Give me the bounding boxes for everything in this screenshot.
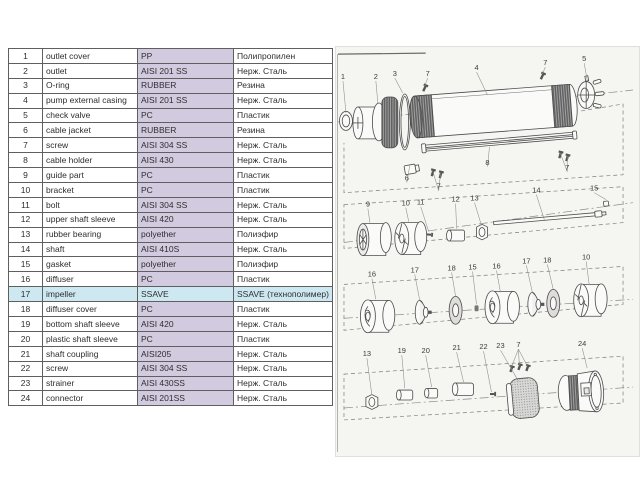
cell-part-number: 16 bbox=[9, 272, 43, 287]
cell-part-number: 21 bbox=[9, 346, 43, 361]
cell-material-ru: Пластик bbox=[234, 272, 333, 287]
table-row bbox=[9, 346, 333, 361]
cell-part-number: 8 bbox=[9, 153, 43, 168]
callout-number: 10 bbox=[582, 252, 591, 262]
table-row bbox=[9, 212, 333, 227]
part-1-outlet-cover-shape bbox=[339, 111, 352, 130]
parts-table-body bbox=[9, 49, 333, 406]
part-16-diffuser-shape bbox=[360, 300, 394, 333]
cell-material: AISI 430SS bbox=[138, 376, 234, 391]
cell-part-number: 5 bbox=[9, 108, 43, 123]
callout-number: 15 bbox=[468, 262, 477, 272]
cell-part-number: 18 bbox=[9, 302, 43, 317]
part-4-pump-casing-shape bbox=[408, 84, 578, 138]
cell-material-ru: Полиэфир bbox=[234, 227, 333, 242]
cell-part-name: bolt bbox=[43, 197, 138, 212]
cell-material: PC bbox=[138, 302, 234, 317]
callout-number: 22 bbox=[479, 342, 488, 352]
screw-icon bbox=[524, 364, 531, 372]
table-row bbox=[9, 391, 333, 406]
pump-exploded-view bbox=[336, 47, 639, 456]
table-row bbox=[9, 361, 333, 376]
cell-part-number: 15 bbox=[9, 257, 43, 272]
cell-material: polyether bbox=[138, 227, 234, 242]
cell-material: AISI 201 SS bbox=[138, 63, 234, 78]
callout-leader-line bbox=[415, 274, 420, 300]
callout-number: 1 bbox=[340, 72, 346, 82]
cell-part-number: 9 bbox=[9, 168, 43, 183]
cell-material-ru: SSAVE (технополимер) bbox=[234, 287, 333, 302]
callout-number: 13 bbox=[362, 349, 372, 359]
callout-leader-line bbox=[426, 355, 432, 387]
cell-part-name: bracket bbox=[43, 183, 138, 198]
callout-number: 7 bbox=[565, 162, 570, 172]
callout-number: 19 bbox=[397, 346, 406, 356]
part-11-bolt-shape bbox=[427, 232, 434, 237]
cell-material-ru: Пластик bbox=[234, 331, 333, 346]
cell-part-name: plastic shaft sleeve bbox=[43, 331, 138, 346]
cell-part-name: shaft coupling bbox=[43, 346, 138, 361]
part-9-guide-part-shape bbox=[357, 223, 391, 256]
callout-leader-line bbox=[368, 209, 370, 223]
part-5-check-valve-shape bbox=[578, 76, 605, 109]
cell-part-name: outlet cover bbox=[43, 49, 138, 64]
cell-part-name: O-ring bbox=[43, 78, 138, 93]
cell-part-number: 1 bbox=[9, 49, 43, 64]
table-row bbox=[9, 49, 333, 64]
callout-leader-line bbox=[547, 264, 553, 289]
exploded-diagram-panel bbox=[335, 46, 640, 457]
part-10-bracket-shape bbox=[395, 222, 427, 255]
screw-icon bbox=[429, 168, 436, 176]
table-row bbox=[9, 78, 333, 93]
cell-material: PC bbox=[138, 183, 234, 198]
cell-material-ru: Нерж. Сталь bbox=[234, 346, 333, 361]
part-18-diffuser-cover-shape bbox=[547, 289, 560, 317]
part-21-shaft-coupling-shape bbox=[452, 383, 473, 396]
part-13-rubber-bearing-shape bbox=[366, 395, 378, 410]
part-10-bracket-shape bbox=[574, 284, 607, 317]
scan-edge-line bbox=[338, 53, 426, 54]
callout-leader-line bbox=[496, 270, 500, 292]
callout-number: 12 bbox=[451, 194, 460, 204]
callout-leader-line bbox=[586, 261, 589, 284]
table-row bbox=[9, 123, 333, 138]
part-14-shaft-shape bbox=[493, 210, 606, 226]
callout-number: 18 bbox=[447, 263, 456, 273]
cell-material-ru: Резина bbox=[234, 78, 333, 93]
cell-material-ru: Нерж. Сталь bbox=[234, 63, 333, 78]
table-row bbox=[9, 183, 333, 198]
callout-number: 18 bbox=[543, 255, 552, 265]
table-row bbox=[9, 168, 333, 183]
callout-leader-line bbox=[526, 265, 532, 292]
cell-part-name: check valve bbox=[43, 108, 138, 123]
cell-part-number: 14 bbox=[9, 242, 43, 257]
cell-part-number: 7 bbox=[9, 138, 43, 153]
screw-icon bbox=[557, 150, 564, 158]
cell-material: AISI 420 bbox=[138, 317, 234, 332]
table-row bbox=[9, 93, 333, 108]
cell-material: AISI 430 bbox=[138, 153, 234, 168]
callout-leader-line bbox=[582, 348, 587, 368]
callout-leader-line bbox=[376, 81, 378, 103]
part-19-bottom-shaft-sleeve-shape bbox=[396, 390, 412, 400]
cell-material-ru: Нерж. Сталь bbox=[234, 212, 333, 227]
cell-part-name: strainer bbox=[43, 376, 138, 391]
cell-part-number: 22 bbox=[9, 361, 43, 376]
cell-part-number: 13 bbox=[9, 227, 43, 242]
cell-material: RUBBER bbox=[138, 78, 234, 93]
cell-part-name: shaft bbox=[43, 242, 138, 257]
cell-material-ru: Пластик bbox=[234, 168, 333, 183]
cell-material-ru: Нерж. Сталь bbox=[234, 242, 333, 257]
callout-leader-line bbox=[372, 278, 376, 299]
part-23-strainer-shape bbox=[506, 377, 540, 419]
table-row bbox=[9, 153, 333, 168]
callout-number: 6 bbox=[404, 173, 409, 183]
cell-part-number: 24 bbox=[9, 391, 43, 406]
cell-part-name: impeller bbox=[43, 287, 138, 302]
cell-part-name: cable holder bbox=[43, 153, 138, 168]
table-row bbox=[9, 242, 333, 257]
table-row bbox=[9, 197, 333, 212]
cell-part-name: guide part bbox=[43, 168, 138, 183]
table-row bbox=[9, 331, 333, 346]
cell-material-ru: Пластик bbox=[234, 183, 333, 198]
callout-number: 16 bbox=[367, 269, 377, 279]
callout-number: 7 bbox=[516, 340, 521, 350]
callout-number: 15 bbox=[589, 183, 599, 193]
cell-part-number: 20 bbox=[9, 331, 43, 346]
callout-number: 16 bbox=[492, 261, 501, 271]
cell-part-name: rubber bearing bbox=[43, 227, 138, 242]
part-15-gasket-shape bbox=[475, 305, 479, 311]
cell-part-name: diffuser cover bbox=[43, 302, 138, 317]
cell-part-number: 10 bbox=[9, 183, 43, 198]
callout-number: 14 bbox=[532, 185, 541, 195]
cell-part-name: gasket bbox=[43, 257, 138, 272]
table-row bbox=[9, 376, 333, 391]
cell-part-number: 23 bbox=[9, 376, 43, 391]
part-17-impeller-shape bbox=[528, 292, 544, 316]
part-15-gasket-shape bbox=[603, 201, 609, 207]
callout-number: 10 bbox=[401, 198, 410, 208]
cell-material-ru: Резина bbox=[234, 123, 333, 138]
cell-material: SSAVE bbox=[138, 287, 234, 302]
parts-table-grid bbox=[8, 48, 333, 406]
callout-number: 4 bbox=[474, 63, 479, 73]
callout-number: 17 bbox=[522, 256, 531, 266]
cell-material: AISI 304 SS bbox=[138, 138, 234, 153]
cell-material-ru: Нерж. Сталь bbox=[234, 317, 333, 332]
cell-material: PC bbox=[138, 108, 234, 123]
callout-leader-line bbox=[500, 350, 518, 381]
callout-leader-line bbox=[406, 208, 409, 222]
table-row bbox=[9, 257, 333, 272]
callout-leader-line bbox=[395, 78, 403, 93]
callout-number: 3 bbox=[392, 69, 397, 79]
cell-material: PC bbox=[138, 331, 234, 346]
cell-part-number: 4 bbox=[9, 93, 43, 108]
screw-icon bbox=[539, 71, 546, 80]
cell-part-name: cable jacket bbox=[43, 123, 138, 138]
part-24-connector-shape bbox=[557, 371, 604, 414]
cell-material: PC bbox=[138, 272, 234, 287]
cell-part-number: 11 bbox=[9, 197, 43, 212]
cell-part-name: screw bbox=[43, 361, 138, 376]
part-2-outlet-shape bbox=[353, 97, 398, 148]
part-3-o-ring-shape bbox=[399, 94, 410, 150]
part-12-upper-shaft-sleeve-shape bbox=[447, 230, 465, 241]
cell-part-name: bottom shaft sleeve bbox=[43, 317, 138, 332]
cell-part-name: pump external casing bbox=[43, 93, 138, 108]
table-row bbox=[9, 63, 333, 78]
cell-part-name: screw bbox=[43, 138, 138, 153]
cell-material: AISI 420 bbox=[138, 212, 234, 227]
callout-leader-line bbox=[367, 358, 372, 395]
cell-material: AISI 304 SS bbox=[138, 197, 234, 212]
part-18-diffuser-cover-shape bbox=[449, 296, 462, 324]
cell-material-ru: Нерж. Сталь bbox=[234, 361, 333, 376]
cell-material-ru: Полипропилен bbox=[234, 49, 333, 64]
screw-icon bbox=[421, 83, 428, 92]
cell-material: AISI 304 SS bbox=[138, 361, 234, 376]
table-row bbox=[9, 227, 333, 242]
cell-material: AISI205 bbox=[138, 346, 234, 361]
cell-part-number: 2 bbox=[9, 63, 43, 78]
screw-icon bbox=[508, 365, 515, 373]
cell-material-ru: Пластик bbox=[234, 302, 333, 317]
callout-number: 7 bbox=[436, 181, 441, 191]
cell-material: AISI 410S bbox=[138, 242, 234, 257]
callout-number: 7 bbox=[425, 69, 430, 79]
cell-part-number: 12 bbox=[9, 212, 43, 227]
part-17-impeller-shape bbox=[415, 300, 431, 324]
cell-material: AISI 201 SS bbox=[138, 93, 234, 108]
cell-material-ru: Нерж. Сталь bbox=[234, 138, 333, 153]
callout-number: 24 bbox=[578, 339, 587, 349]
callout-number: 23 bbox=[496, 341, 505, 351]
callout-leader-line bbox=[402, 355, 405, 388]
cell-part-name: diffuser bbox=[43, 272, 138, 287]
callout-leader-line bbox=[475, 203, 482, 226]
cell-material-ru: Нерж. Сталь bbox=[234, 153, 333, 168]
cell-part-number: 6 bbox=[9, 123, 43, 138]
callout-number: 13 bbox=[470, 193, 479, 203]
callout-leader-line bbox=[511, 349, 518, 367]
callout-number: 5 bbox=[582, 54, 587, 64]
part-22-screw-shape bbox=[490, 392, 496, 396]
cell-material: polyether bbox=[138, 257, 234, 272]
cell-part-name: connector bbox=[43, 391, 138, 406]
callout-number: 17 bbox=[410, 265, 419, 275]
cell-part-number: 19 bbox=[9, 317, 43, 332]
cell-material-ru: Нерж. Сталь bbox=[234, 391, 333, 406]
cell-material: PC bbox=[138, 168, 234, 183]
cell-material-ru: Нерж. Сталь bbox=[234, 376, 333, 391]
callout-leader-line bbox=[456, 204, 457, 229]
callout-number: 11 bbox=[416, 197, 425, 207]
cell-material: PP bbox=[138, 49, 234, 64]
part-20-plastic-shaft-sleeve-shape bbox=[425, 388, 438, 398]
cell-material: AISI 201SS bbox=[138, 391, 234, 406]
table-row bbox=[9, 108, 333, 123]
cell-material: RUBBER bbox=[138, 123, 234, 138]
callout-number: 7 bbox=[543, 58, 548, 68]
callout-number: 20 bbox=[421, 346, 430, 356]
table-row bbox=[9, 287, 333, 302]
cell-material-ru: Нерж. Сталь bbox=[234, 197, 333, 212]
cell-material-ru: Нерж. Сталь bbox=[234, 93, 333, 108]
callout-number: 2 bbox=[373, 72, 378, 82]
cell-part-number: 3 bbox=[9, 78, 43, 93]
part-16-diffuser-shape bbox=[485, 291, 519, 324]
cell-part-number: 17 bbox=[9, 287, 43, 302]
callout-number: 8 bbox=[485, 157, 490, 167]
callout-leader-line bbox=[484, 351, 492, 392]
callout-leader-line bbox=[343, 81, 346, 113]
table-row bbox=[9, 302, 333, 317]
callout-leader-line bbox=[473, 271, 477, 304]
callout-number: 9 bbox=[365, 199, 370, 209]
part-13-rubber-bearing-shape bbox=[477, 224, 488, 240]
parts-table bbox=[8, 48, 333, 406]
callout-number: 21 bbox=[452, 343, 461, 353]
cell-part-name: outlet bbox=[43, 63, 138, 78]
table-row bbox=[9, 272, 333, 287]
table-row bbox=[9, 138, 333, 153]
table-row bbox=[9, 317, 333, 332]
cell-material-ru: Полиэфир bbox=[234, 257, 333, 272]
cell-material-ru: Пластик bbox=[234, 108, 333, 123]
callout-leader-line bbox=[452, 272, 456, 296]
callout-leader-line bbox=[594, 193, 606, 200]
cell-part-name: upper shaft sleeve bbox=[43, 212, 138, 227]
